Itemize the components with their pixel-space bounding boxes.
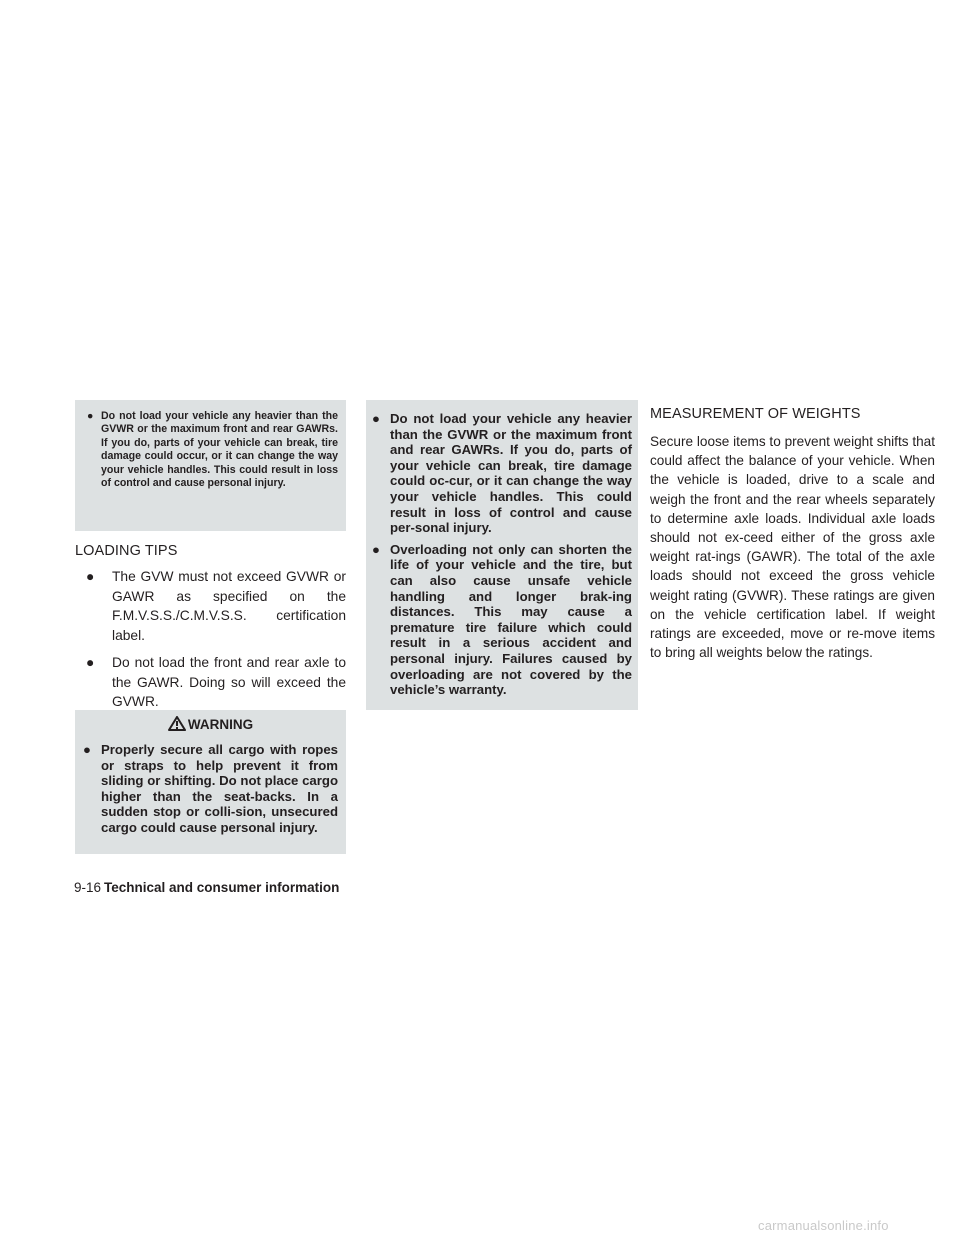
- caution-box: [75, 400, 346, 531]
- warning-continued-text: Do not load your vehicle any heavier than the GVWR or the maximum front and rear GAWRs. If you do, parts of your vehicle can break, tire damage could oc-cur, or it can change the way your vehicle handles. This could result in loss of control and cause per-sonal injury.: [390, 411, 632, 536]
- warning-box: [75, 710, 346, 854]
- warning-item-text: Properly secure all cargo with ropes or straps to help prevent it from sliding or shifting. Do not place cargo higher than the seat-backs. In a sudden stop or colli-sion, unsecured cargo could cause personal injury.: [101, 742, 338, 835]
- loading-tip-text: The GVW must not exceed GVWR or GAWR as specified on the F.M.V.S.S./C.M.V.S.S. certification label.: [112, 569, 346, 643]
- measurement-body: Secure loose items to prevent weight shifts that could affect the balance of your vehicle. When the vehicle is loaded, drive to a scale and weigh the front and the rear wheels separately to determine axle loads. Individual axle loads should not ex-ceed either of the gross axle weight rat-ings (GAWR). The total of the axle loads should not exceed the gross vehicle weight rating (GVWR). These ratings are given on the vehicle certification label. If weight ratings are exceeded, move or re-move items to bring all weights below the ratings.: [650, 434, 935, 661]
- bullet-icon: ●: [372, 411, 380, 426]
- warning-triangle-icon: [168, 716, 186, 731]
- bullet-icon: ●: [86, 655, 95, 670]
- bullet-icon: ●: [87, 410, 94, 422]
- warning-continued-box: [366, 400, 638, 710]
- page-footer: [74, 880, 339, 896]
- caution-item-text: Do not load your vehicle any heavier than the GVWR or the maximum front and rear GAWRs. If you do, parts of your vehicle can break, tire damage could occur, or it can change the way your vehicle handles. This could result in loss of control and cause personal injury.: [101, 410, 338, 490]
- caution-list: [87, 410, 338, 490]
- bullet-icon: ●: [372, 541, 380, 557]
- section-title: Technical and consumer information: [104, 880, 340, 895]
- warning-title: [83, 716, 338, 734]
- warning-continued-item: [372, 411, 632, 536]
- warning-continued-item: [372, 542, 632, 698]
- warning-title-text: WARNING: [187, 717, 254, 732]
- bullet-icon: ●: [86, 569, 95, 584]
- loading-tips-list: [86, 567, 346, 720]
- warning-continued-text: Overloading not only can shorten the life of your vehicle and the tire, but can also cause unsafe vehicle handling and longer brak-ing distances. This may cause a premature tire failure which could result in a serious accident and personal injury. Failures caused by overloading are not covered by the vehicle’s warranty.: [390, 541, 632, 698]
- loading-tip-text: Do not load the front and rear axle to the GAWR. Doing so will exceed the GVWR.: [112, 655, 346, 709]
- warning-item: [83, 742, 338, 836]
- caution-item: [87, 410, 338, 490]
- bullet-icon: ●: [83, 742, 91, 757]
- loading-tip-item: [86, 653, 346, 712]
- warning-list: [83, 742, 338, 836]
- measurement-heading: MEASUREMENT OF WEIGHTS: [650, 406, 861, 422]
- loading-tip-item: [86, 567, 346, 645]
- page-number: 9-16: [74, 880, 102, 895]
- warning-continued-list: [372, 411, 632, 698]
- watermark: carmanualsonline.info: [758, 1218, 889, 1233]
- loading-tips-heading: LOADING TIPS: [75, 543, 178, 559]
